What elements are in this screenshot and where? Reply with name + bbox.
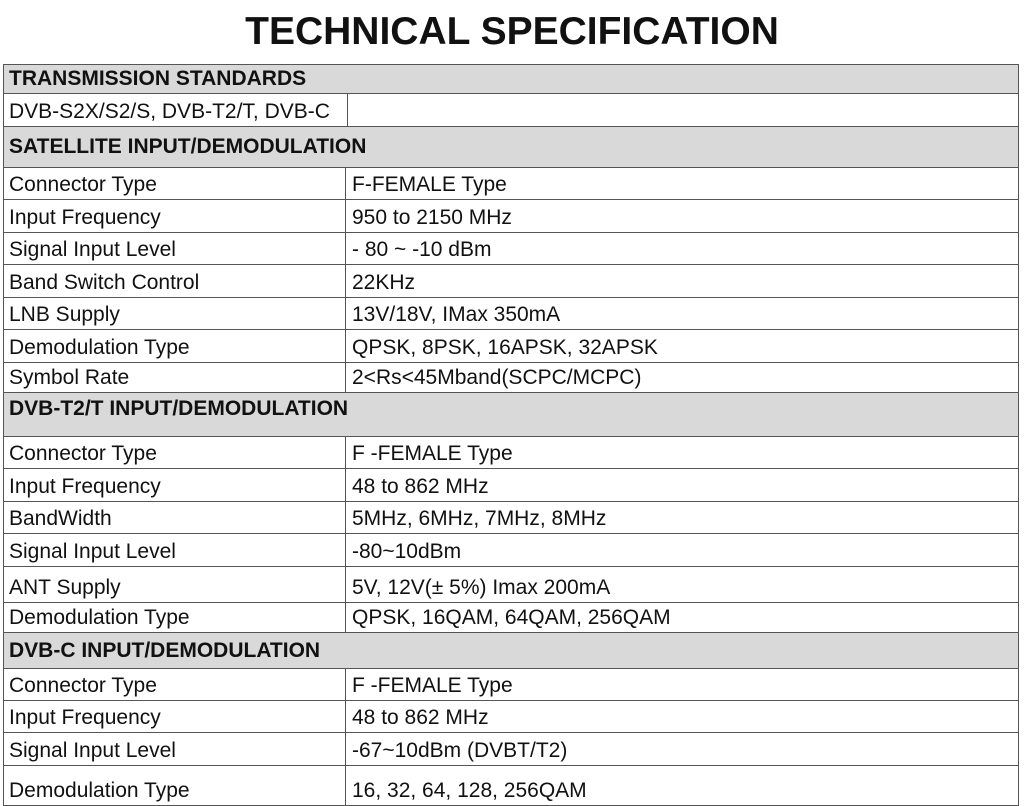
spec-value: F-FEMALE Type [352,173,507,196]
spec-value: - 80 ~ -10 dBm [352,238,492,261]
spec-label: Connector Type [4,437,346,468]
specification-table [3,64,1019,806]
section-header-cable [4,633,1018,669]
spec-label: Input Frequency [4,200,346,232]
table-row [4,233,1018,265]
table-row [4,469,1018,502]
spec-value: F -FEMALE Type [352,442,513,465]
table-row [4,766,1018,805]
section-header-terrestrial [4,393,1018,437]
table-row [4,701,1018,733]
spec-value: -80~10dBm [352,540,462,563]
section-title: DVB-C INPUT/DEMODULATION [9,638,321,662]
page-title: TECHNICAL SPECIFICATION [245,10,779,53]
spec-label: Connector Type [4,168,346,199]
spec-value: 48 to 862 MHz [352,475,489,498]
spec-label: Band Switch Control [4,265,346,297]
table-row [4,603,1018,633]
spec-label: ANT Supply [4,567,346,602]
standards-value: DVB-S2X/S2/S, DVB-T2/T, DVB-C [4,94,348,126]
spec-label: Demodulation Type [4,766,346,805]
spec-value: F -FEMALE Type [352,674,513,697]
spec-label: LNB Supply [4,298,346,329]
section-title: TRANSMISSION STANDARDS [9,67,307,90]
table-row [4,567,1018,603]
section-header-satellite [4,127,1018,168]
spec-label: Demodulation Type [4,603,346,632]
spec-label: Signal Input Level [4,733,346,765]
table-row [4,298,1018,330]
spec-value: 16, 32, 64, 128, 256QAM [352,779,587,802]
spec-value: 5V, 12V(± 5%) Imax 200mA [352,576,611,599]
table-row [4,265,1018,298]
spec-value: 2<Rs<45Mband(SCPC/MCPC) [352,366,642,389]
spec-label: BandWidth [4,502,346,533]
table-row [4,168,1018,200]
spec-value: 48 to 862 MHz [352,706,489,729]
section-header-transmission [4,65,1018,94]
table-row [4,534,1018,567]
table-row [4,200,1018,233]
section-title: DVB-T2/T INPUT/DEMODULATION [9,397,349,420]
spec-value: 13V/18V, IMax 350mA [352,303,561,326]
table-row [4,502,1018,534]
spec-label: Demodulation Type [4,330,346,362]
spec-label: Connector Type [4,669,346,700]
spec-value: QPSK, 8PSK, 16APSK, 32APSK [352,336,658,359]
section-title: SATELLITE INPUT/DEMODULATION [9,135,367,158]
spec-label: Input Frequency [4,701,346,732]
spec-value: 22KHz [352,271,416,294]
table-row [4,330,1018,363]
spec-label: Input Frequency [4,469,346,501]
spec-value: QPSK, 16QAM, 64QAM, 256QAM [352,606,671,629]
table-row [4,669,1018,701]
table-row [4,363,1018,393]
table-row [4,94,1018,127]
spec-label: Signal Input Level [4,534,346,566]
table-row [4,733,1018,766]
spec-label: Symbol Rate [4,363,346,392]
spec-label: Signal Input Level [4,233,346,264]
spec-value: -67~10dBm (DVBT/T2) [352,739,568,762]
spec-value: 5MHz, 6MHz, 7MHz, 8MHz [352,507,607,530]
spec-value: 950 to 2150 MHz [352,206,512,229]
table-row [4,437,1018,469]
